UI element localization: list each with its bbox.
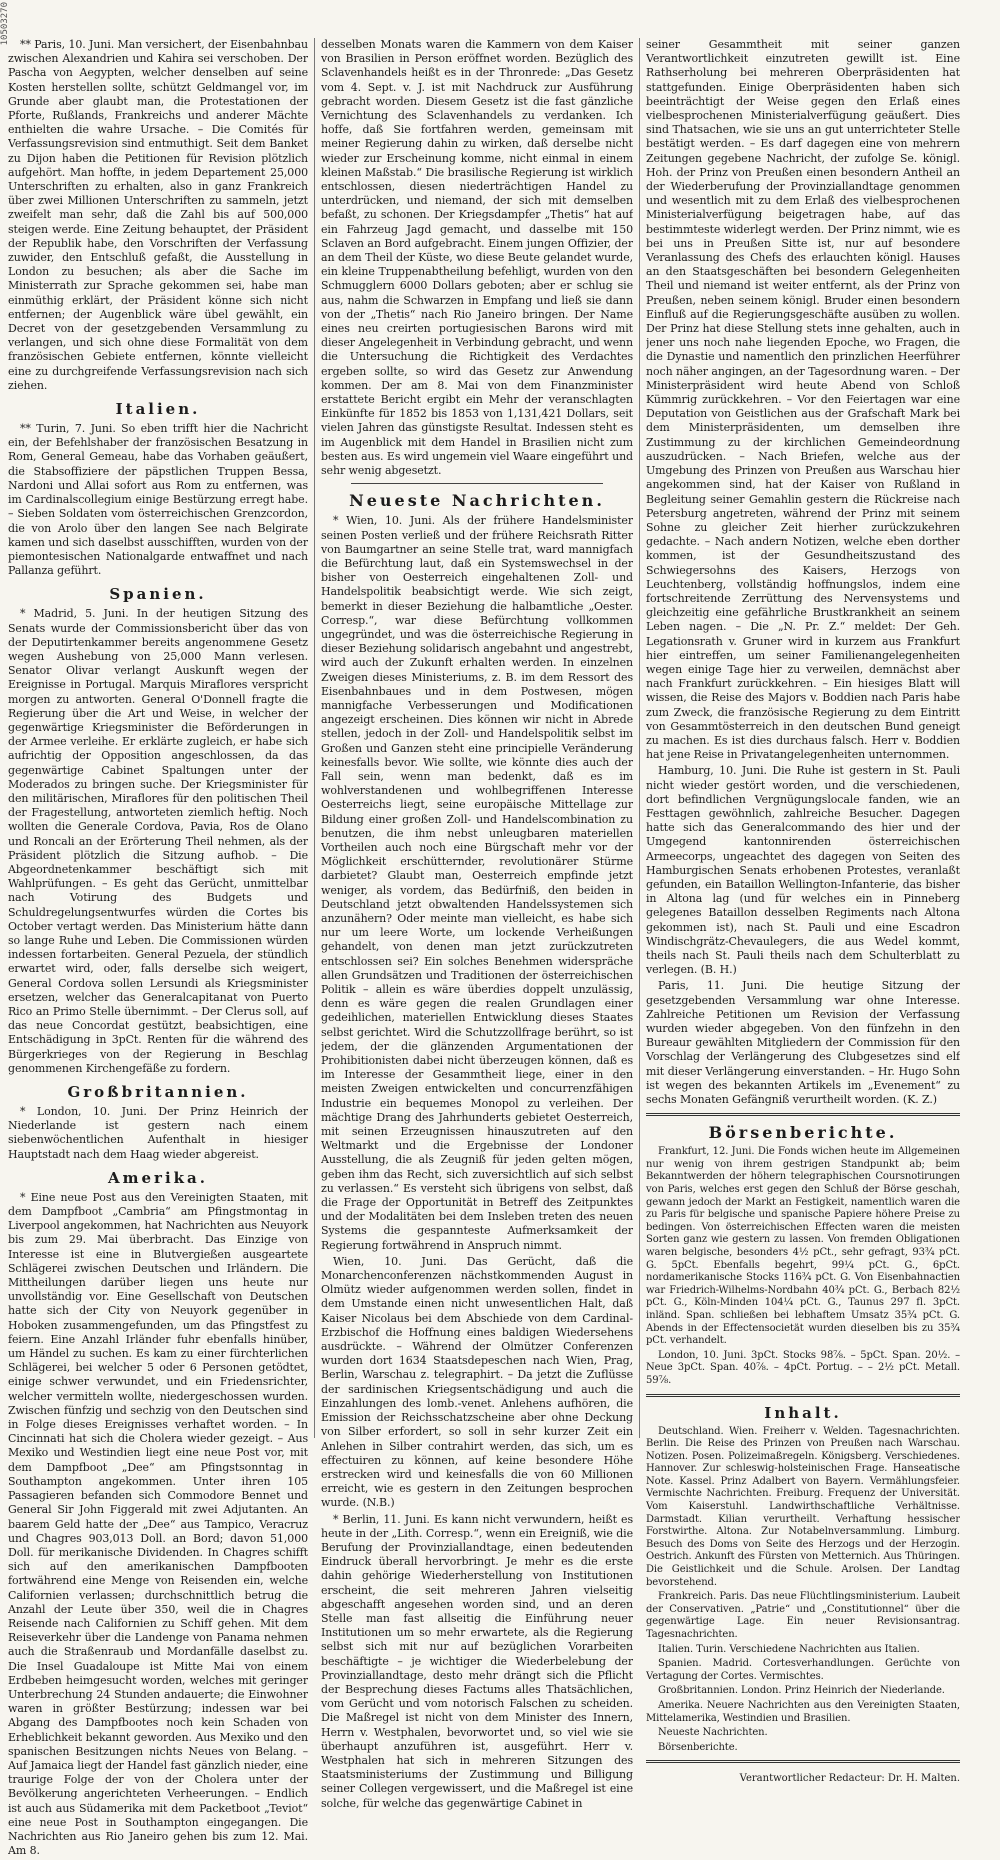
inhalt-grossbritannien: Großbritannien. London. Prinz Heinrich der Niederlande. <box>658 1685 945 1697</box>
column-3 <box>646 38 960 1784</box>
inhalt-boerse: Börsenberichte. <box>658 1741 738 1753</box>
section-heading-spanien: Spanien. <box>109 585 207 604</box>
article-rio: desselben Monats waren die Kammern von dem Kaiser von Brasilien in Person eröffnet worden. Bezüglich des Sclavenhandels heißt es in der Thronrede: „Das Gesetz vom 4. Sept. v. J. ist mit Nachdruck zur Ausführung gebracht worden. Diesem Gesetz ist die fast gänzliche Vernichtung des Sclavenhandels zu verdanken. Ich hoffe, daß Sie fortfahren werden, gemeinsam mit meiner Regierung dahin zu wirken, daß derselbe nicht wieder zur Erscheinung komme, nicht einmal in einem kleinen Maßstab.“ Die brasilische Regierung ist wirklich entschlossen, diesen niederträchtigen Handel zu unterdrücken, und niemand, der sich mit demselben befaßt, zu schonen. Der Kriegsdampfer „Thetis“ hat auf ein Fahrzeug Jagd gemacht, und dasselbe mit 150 Sclaven an Bord aufgebracht. Einem jungen Offizier, der an dem Theil der Küste, wo diese Beute gelandet wurde, ein kleine Truppenabtheilung befehligt, wurden von den Schmugglern 6000 Dollars geboten; aber er schlug sie aus, nahm die Schwarzen in Empfang und ließ sie dann von der „Thetis“ nach Rio Janeiro bringen. Der Name eines neu creirten portugiesischen Barons wird mit dieser Angelegenheit in Verbindung gebracht, und wenn die Untersuchung die Richtigkeit des Verdachtes ergeben sollte, so wird das Gesetz zur Anwendung kommen. Der am 8. Mai von dem Finanzminister erstattete Bericht ergibt ein Mehr der veranschlagten Einkünfte für 1852 bis 1853 von 1,131,421 Dollars, seit vielen Jahren das günstigste Resultat. Indessen steht es im Augenblick mit dem Handel in Brasilien nicht zum besten aus. Es wird ungemein viel Waare eingeführt und sehr wenig abgesetzt. <box>321 38 633 478</box>
column-rule <box>639 38 640 1438</box>
article-madrid: * Madrid, 5. Juni. In der heutigen Sitzung des Senats wurde der Commissionsbericht über das von der Deputirtenkammer bereits angenommene Gesetz wegen Aushebung von 25,000 Mann verlesen. Senator Olivar verlangt Auskunft wegen der Ereignisse in Portugal. Marquis Miraflores verspricht morgen zu antworten. General O'Donnell fragte die Regierung über die Art und Weise, in welcher der gegenwärtige Kriegsminister die Beförderungen in der Armee verleihe. Er erklärte zugleich, er habe sich aufrichtig der Opposition angeschlossen, da das gegenwärtige Cabinet Spaltungen unter der Moderados zu bringen suche. Der Kriegsminister für den militärischen, Miraflores für den politischen Theil der Fragestellung, antworteten ziemlich heftig. Noch wollten die Generale Cordova, Pavia, Ros de Olano und Roncali an der Erörterung Theil nehmen, als der Präsident plötzlich die Sitzung aufhob. – Die Abgeordnetenkammer beschäftigt sich mit Wahlprüfungen. – Es geht das Gerücht, unmittelbar nach Votirung des Budgets und Schuldregelungsentwurfes würden die Cortes bis October vertagt werden. Das Ministerium hätte dann so lange Ruhe und Leben. Die Commissionen würden indessen fortarbeiten. General Pezuela, der stündlich erwartet wird, oder, falls derselbe sich weigert, General Cordova sollen Lersundi als Kriegsminister ersetzen, welcher das Generalcapitanat von Puerto Rico an Primo Stelle übernimmt. – Der Clerus soll, auf das neue Concordat gestützt, beabsichtigen, eine Entschädigung in 3pCt. Renten für die während des Bürgerkrieges von der Regierung in Beschlag genommenen Kirchengefäße zu fordern. <box>8 607 308 1075</box>
divider <box>646 1113 960 1116</box>
article-turin: ** Turin, 7. Juni. So eben trifft hier die Nachricht ein, der Befehlshaber der französischen Besatzung in Rom, General Gemeau, habe das Vorhaben geäußert, die Stabsoffiziere der päpstlichen Truppen Bessa, Nardoni und Allai sofort aus Rom zu entfernen, was im Cardinalscollegium einige Bestürzung erregt habe. – Sieben Soldaten vom österreichischen Grenzcordon, die von Arolo über den langen See nach Belgirate kamen und sich daselbst ausschifften, wurden von der piemontesischen Nationalgarde entwaffnet und nach Pallanza geführt. <box>8 422 308 578</box>
column-2 <box>321 38 633 1813</box>
column-1 <box>8 38 308 1860</box>
article-wien-2: Wien, 10. Juni. Das Gerücht, daß die Monarchenconferenzen nächstkommenden August in Olmütz wieder aufgenommen werden sollen, findet in dem Umstande einen nicht unwesentlichen Halt, daß Kaiser Nicolaus bei dem Abschiede von dem Cardinal-Erzbischof die Hoffnung eines baldigen Wiedersehens ausdrückte. – Während der Olmützer Conferenzen wurden dort 1634 Staatsdepeschen nach Wien, Prag, Berlin, Warschau z. telegraphirt. – Da jetzt die Zuflüsse der sardinischen Kriegsentschädigung und auch die Einzahlungen des lomb.-venet. Anlehens aufhören, die Emission der Reichsschatzscheine aber ohne Deckung von Silber erfordert, so soll in sehr kurzer Zeit ein Anlehen in Silber contrahirt werden, das sich, um es effectuiren zu können, auf keine besondere Höhe erstrecken wird und keinesfalls die von 60 Millionen erreicht, wie es gestern in den Zeitungen besprochen wurde. (N.B.) <box>321 1254 633 1510</box>
section-heading-italien: Italien. <box>115 400 201 419</box>
page-id: 10503270 <box>0 2 10 46</box>
article-berlin: * Berlin, 11. Juni. Es kann nicht verwundern, heißt es heute in der „Lith. Corresp.“, wenn ein Ereigniß, wie die Berufung der Provinziallandtage, einen bedeutenden Eindruck überall hervorbringt. Je mehr es die erste dahin gehörige Wiederherstellung von Institutionen erscheint, die seit mehreren Jahren vielseitig abgeschafft angesehen worden sind, und an deren Stelle man fast allseitig die Einführung neuer Institutionen um so mehr erwartete, als die Regierung selbst sich mit nur auf bezüglichen Vorarbeiten beschäftigte – je wichtiger die Wiederbelebung der Provinziallandtage, desto mehr drängt sich die Pflicht der Besprechung dieses Factums alles Thatsächlichen, vom Gerücht und vom notorisch Falschen zu scheiden. Die Maßregel ist nicht von dem Minister des Innern, Herrn v. Westphalen, bevorwortet und, so viel wie sie überhaupt anzuführen ist, ausgeführt. Herr v. Westphalen hat sich in mehreren Sitzungen des Staatsministeriums der Zustimmung und Billigung seiner Collegen vergewissert, und die Maßregel ist eine solche, für welche das gegenwärtige Cabinet in <box>321 1512 633 1810</box>
divider <box>646 1394 960 1397</box>
inhalt-italien: Italien. Turin. Verschiedene Nachrichten aus Italien. <box>658 1643 920 1655</box>
boerse-block <box>646 1146 960 1387</box>
article-amerika: * Eine neue Post aus den Vereinigten Staaten, mit dem Dampfboot „Cambria“ am Pfingstmontag in Liverpool angekommen, hat Nachrichten aus Neuyork bis zum 29. Mai überbracht. Das Einzige von Interesse ist eine in Blutvergießen ausgeartete Schlägerei zwischen Deutschen und Irländern. Die Mittheilungen darüber liegen uns heute nur unvollständig vor. Eine Gesellschaft von Deutschen hatte sich der City von Neuyork gegenüber in Hoboken zusammengefunden, um das Pfingstfest zu feiern. Eine Anzahl Irländer fuhr ebenfalls hinüber, um Händel zu suchen. Es kam zu einer fürchterlichen Schlägerei, bei welcher 5 oder 6 Personen getödtet, einige schwer verwundet, und ein Friedensrichter, welcher vermitteln wollte, niedergeschossen wurden. Zwischen fünfzig und sechzig von den Deutschen sind in Folge dieses Ereignisses verhaftet worden. – In Cincinnati hat sich die Cholera wieder gezeigt. – Aus Mexiko und Westindien liegt eine neue Post vor, mit dem Dampfboot „Dee“ am Pfingstsonntag in Southampton angekommen. Unter ihren 105 Passagieren befanden sich Commodore Bennet und General Sir John Figgerald mit zwei Adjutanten. An baarem Geld hatte der „Dee“ aus Tampico, Veracruz und Chagres 903,013 Doll. an Bord; davon 51,000 Doll. für merikanische Dividenden. In Chagres schifft sich auf den amerikanischen Dampfbooten fortwährend eine Menge von Reisenden ein, welche Californien verlassen; durchschnittlich betrug die Anzahl der Leute über 350, weil die in Chagres Reisende nach Californien zu Schiff gehen. Mit dem Reiseverkehr über die Landenge von Panama nehmen auch die Straßenraub und Mordanfälle daselbst zu. Die Insel Guadaloupe ist Mitte Mai von einem Erdbeben heimgesucht worden, welches mit geringer Unterbrechung 24 Stunden andauerte; die Einwohner waren in größter Bestürzung; indessen war bei Abgang des Dampfbootes noch kein Schaden von Erheblichkeit bekannt geworden. Aus Mexiko und den spanischen Besitzungen nichts Neues von Belang. – Auf Jamaica liegt der Handel fast gänzlich nieder, eine traurige Folge der von der Cholera unter der Bevölkerung angerichteten Verheerungen. – Endlich ist auch aus Südamerika mit dem Packetboot „Teviot“ eine neue Post in Southampton eingegangen. Die Nachrichten aus Rio Janeiro gehen bis zum 12. Mai. Am 8. <box>8 1190 308 1858</box>
section-heading-neueste: Neueste Nachrichten. <box>349 491 605 511</box>
inhalt-frankreich: Frankreich. Paris. Das neue Flüchtlingsministerium. Laubeit der Conservativen. „Patrie“ und „Constitutionnel“ über die gegenwärtige Lage. Ein neuer Revisionsantrag. Tagesnachrichten. <box>646 1591 960 1641</box>
divider <box>646 1760 960 1763</box>
divider <box>351 483 603 484</box>
inhalt-neueste: Neueste Nachrichten. <box>658 1727 768 1739</box>
editor-line: Verantwortlicher Redacteur: Dr. H. Malten. <box>739 1773 960 1785</box>
column-rule <box>314 38 315 1438</box>
article-hamburg: Hamburg, 10. Juni. Die Ruhe ist gestern in St. Pauli nicht wieder gestört worden, und die verschiedenen, dort befindlichen Vergnügungslocale fanden, wie an Festtagen gewöhnlich, zahlreiche Besucher. Dagegen hatte sich das Generalcommando des hier und der Umgegend kantonnirenden österreichischen Armeecorps, ungeachtet des dagegen von Seiten des Hamburgischen Senats erhobenen Protestes, veranlaßt gefunden, ein Bataillon Wellington-Infanterie, das bisher in Altona lag (und für welches ein in Pinneberg gelegenes Bataillon desselben Regiments nach Altona gekommen ist), nach St. Pauli und eine Escadron Windischgrätz-Chevaulegers, die aus Wedel kommt, theils nach St. Pauli theils nach dem Schulterblatt zu verlegen. (B. H.) <box>646 764 960 977</box>
article-paris: ** Paris, 10. Juni. Man versichert, der Eisenbahnbau zwischen Alexandrien und Kahira sei verschoben. Der Pascha von Aegypten, welcher denselben auf seine Kosten herstellen sollte, schützt Geldmangel vor, im Grunde aber glaubt man, die Protestationen der Pforte, Rußlands, Frankreichs und anderer Mächte enthielten die wahre Ursache. – Die Comités für Verfassungsrevision sind entmuthigt. Seit dem Banket zu Dijon haben die Petitionen für Revision plötzlich aufgehört. Man hoffte, in jedem Departement 25,000 Unterschriften zu erhalten, also in ganz Frankreich über zwei Millionen Unterschriften zu sammeln, jetzt zweifelt man sehr, daß die Zahl bis auf 500,000 steigen werde. Eine Zeitung behauptet, der Präsident der Republik habe, den Vorschriften der Verfassung zuwider, den Entschluß gefaßt, die Ausstellung in London zu besuchen; als aber die Sache im Ministerrath zur Sprache gekommen sei, habe man einmüthig erklärt, der Präsident könne sich nicht entfernen; der Augenblick wäre übel gewählt, ein Decret von der gesetzgebenden Versammlung zu verlangen, und sich ohne diese Formalität von dem französischen Gebiete entfernen, könnte vielleicht eine zu durchgreifende Verfassungsrevision nach sich ziehen. <box>8 38 308 392</box>
inhalt-spanien: Spanien. Madrid. Cortesverhandlungen. Gerüchte von Vertagung der Cortes. Vermischtes. <box>646 1658 960 1682</box>
inhalt-deutschland: Deutschland. Wien. Freiherr v. Welden. Tagesnachrichten. Berlin. Die Reise des Prinzen von Preußen nach Warschau. Notizen. Posen. Polizeimaßregeln. Königsberg. Verschiedenes. Hannover. Zur schleswig-holsteinischen Frage. Hanseatische Note. Kassel. Prinz Adalbert von Bayern. Vermählungsfeier. Vermischte Nachrichten. Freiburg. Frequenz der Universität. Vom Kaiserstuhl. Landwirthschaftliche Verhältnisse. Darmstadt. Kilian verurtheilt. Verhaftung hessischer Forstwirthe. Altona. Zur Notabelnversammlung. Limburg. Besuch des Doms von Seite des Herzogs und der Herzogin. Oestrich. Ankunft des Fürsten von Metternich. Aus Thüringen. Die Geistlichkeit und die Schule. Arolsen. Der Landtag bevorstehend. <box>646 1425 960 1588</box>
section-heading-amerika: Amerika. <box>108 1168 208 1187</box>
article-frankfurt: Frankfurt, 12. Juni. Die Fonds wichen heute im Allgemeinen nur wenig von ihrem gestrigen Standpunkt ab; beim Bekanntwerden der höhern telegraphischen Coursnotirungen von Paris, welches erst gegen den Schluß der Börse geschah, gewann jedoch der Markt an Festigkeit, namentlich waren die zu Paris für belgische und spanische Papiere höhere Preise zu bedingen. Von österreichischen Effecten waren die meisten Sorten ganz wie gestern zu lassen. Von fremden Obligationen waren belgische, besonders 4½ pCt., sehr gefragt, 93¾ pCt. G. 5pCt. Ebenfalls begehrt, 99¼ pCt. G., 6pCt. nordamerikanische Stocks 116¾ pCt. G. Von Eisenbahnactien war Friedrich-Wilhelms-Nordbahn 40¾ pCt. G., Berbach 82½ pCt. G., Köln-Minden 104¼ pCt. G., Taunus 297 fl. 3pCt. inländ. Span. schließen bei lebhaftem Umsatz 35¾ pCt. G. Abends in der Effectensocietät wurden dieselben bis zu 35¾ pCt. verhandelt. <box>646 1146 960 1347</box>
article-london: * London, 10. Juni. Der Prinz Heinrich der Niederlande ist gestern nach einem siebenwöchentlichen Aufenthalt in hiesiger Hauptstadt nach dem Haag wieder abgereist. <box>8 1105 308 1161</box>
inhalt-amerika: Amerika. Neuere Nachrichten aus den Vereinigten Staaten, Mittelamerika, Westindien und Brasilien. <box>646 1699 960 1724</box>
article-paris-2: Paris, 11. Juni. Die heutige Sitzung der gesetzgebenden Versammlung war ohne Interesse. Zahlreiche Petitionen um Revision der Verfassung wurden wieder abgegeben. Von den fünfzehn in den Bureaur gewählten Mitgliedern der Commission für den Vorschlag der Verlängerung des Clubgesetzes sind elf mit dieser Verlängerung einverstanden. – Hr. Hugo Sohn ist wegen des bekannten Artikels im „Evenement“ zu sechs Monaten Gefängniß verurtheilt worden. (K. Z.) <box>646 979 960 1107</box>
article-wien: * Wien, 10. Juni. Als der frühere Handelsminister seinen Posten verließ und der frühere Reichsrath Ritter von Baumgartner an seine Stelle trat, ward mannigfach die Befürchtung laut, daß ein Systemswechsel in der bisher von Oesterreich eingehaltenen Zoll- und Handelspolitik beabsichtigt werde. Wie sich zeigt, bemerkt in dieser Beziehung die halbamtliche „Oester. Corresp.“, war diese Befürchtung vollkommen ungegründet, und was die österreichische Regierung in dieser Beziehung solidarisch angebahnt und angestrebt, wird auch der Zukunft erhalten werden. In einzelnen Zweigen dieses Ministeriums, z. B. im dem Ressort des Eisenbahnbaues und in dem Postwesen, mögen mannigfache Verbesserungen und Modificationen angezeigt erscheinen. Dies können wir nicht in Abrede stellen, jedoch in der Zoll- und Handelspolitik selbst im Großen und Ganzen steht eine principielle Veränderung keinesfalls bevor. Wie sollte, wie könnte dies auch der Fall sein, wenn man bedenkt, daß es im wohlverstandenen und wohlbegriffenen Interesse Oesterreichs liegt, seine europäische Mittellage zur Bildung einer großen Zoll- und Handelscombination zu benutzen, die ihm nebst unleugbaren materiellen Vortheilen auch noch eine Bürgschaft mehr vor der Möglichkeit erschütternder, revolutionärer Stürme darbietet? Glaubt man, Oesterreich empfinde jetzt weniger, als vordem, das Bedürfniß, den beiden in Deutschland jetzt obwaltenden Handelssystemen sich anzunähern? Oder meinte man vielleicht, es habe sich nur um leere Worte, um lockende Verheißungen gehandelt, von denen man jetzt zurückzutreten entschlossen sei? Ein solches Benehmen widerspräche allen Grundsätzen und Traditionen der österreichischen Politik – allein es wäre überdies doppelt unzulässig, denn es wäre gegen die realen Grundlagen einer gedeihlichen, materiellen Entwicklung dieses Staates selbst gerichtet. Wird die Schutzzollfrage berührt, so ist jedem, der die glänzenden Argumentationen der Prohibitionisten dabei nicht überzeugen können, daß es im Interesse der Gesammtheit liege, einer in den meisten Zweigen entwickelten und concurrenzfähigen Industrie ein bequemes Monopol zu verleihen. Der mächtige Drang des Jahrhunderts gebietet Oesterreich, mit seinen Erzeugnissen hinauszutreten auf den Weltmarkt und die Ergebnisse der Londoner Ausstellung, die als Zeugniß für jeden gelten mögen, geben ihm das Recht, sich zuversichtlich auf sich selbst zu verlassen.“ Es versteht sich übrigens von selbst, daß die Frage der Opportunität in Betreff des Zeitpunktes und der Modalitäten bei dem Insleben treten des neuen Systems die gespannteste Aufmerksamkeit der Regierung fortwährend in Anspruch nimmt. <box>321 514 633 1252</box>
article-london-2: London, 10. Juni. 3pCt. Stocks 98⅞. – 5pCt. Span. 20½. – Neue 3pCt. Span. 40⅞. – 4pCt. Portug. – – 2½ pCt. Metall. 59⅞. <box>646 1349 960 1386</box>
section-heading-grossbritannien: Großbritannien. <box>67 1083 249 1102</box>
inhalt-block <box>646 1426 960 1755</box>
section-heading-inhalt: Inhalt. <box>764 1403 842 1422</box>
section-heading-boerse: Börsenberichte. <box>708 1123 898 1143</box>
article-berlin-cont: seiner Gesammtheit mit seiner ganzen Verantwortlichkeit einzutreten gewillt ist. Eine Rathserholung bei mehreren Oberpräsidenten hat stattgefunden. Einige Oberpräsidenten haben sich beeinträchtigt der Weise gegen den Erlaß eines vielbesprochenen Ministerialverfügung geäußert. Dies sind Thatsachen, wie sie uns an gut unterrichteter Stelle bestätigt werden. – Es darf dagegen eine von mehrern Zeitungen gegebene Nachricht, der zufolge Se. königl. Hoh. der Prinz von Preußen einen besondern Antheil an der Wiederberufung der Provinziallandtage genommen und wesentlich mit zu dem Erlaß des vielbesprochenen Ministerialverfügung beigetragen habe, auf das bestimmteste widerlegt werden. Der Prinz nimmt, wie es bei uns in Preußen Sitte ist, nur auf besondere Veranlassung des Chefs des erlauchten königl. Hauses an den Staatsgeschäften bei besondern Gelegenheiten Theil und niemand ist weiter entfernt, als der Prinz von Preußen, neben seinem königl. Bruder einen besondern Einfluß auf die Regierungsgeschäfte ausüben zu wollen. Der Prinz hat diese Stellung stets inne gehalten, auch in jener uns noch nahe liegenden Epoche, wo Fragen, die die Dynastie und namentlich den prinzlichen Heerführer noch näher angingen, an der Tagesordnung waren. – Der Ministerpräsident wird heute Abend von Schloß Kümmrig zurückkehren. – Vor den Feiertagen war eine Deputation von Geistlichen aus der Grafschaft Mark bei dem Ministerpräsidenten, um demselben ihre Zustimmung zu der kirchlichen Gemeindeordnung auszudrücken. – Nach Briefen, welche aus der Umgebung des Prinzen von Preußen aus Warschau hier angekommen sind, hat der Kaiser von Rußland in Begleitung seiner Gemahlin gestern die Rückreise nach Petersburg angetreten, während der Prinz mit seinem Sohne zu gleicher Zeit hierher zurückzukehren gedachte. – Nach andern Notizen, welche eben dorther kommen, ist der Gesundheitszustand des Schwiegersohns des Kaisers, Herzogs von Leuchtenberg, vollständig hoffnungslos, indem eine fortschreitende Zerrüttung des Nervensystems und gleichzeitig eine gefährliche Brustkrankheit an seinem Leben nagen. – Die „N. Pr. Z.“ meldet: Der Geh. Legationsrath v. Gruner wird in kurzem aus Frankfurt hier eintreffen, um seiner Familienangelegenheiten wegen einige Tage hier zu verweilen, demnächst aber nach Frankfurt zurückkehren. – Ein hiesiges Blatt will wissen, die Reise des Majors v. Boddien nach Paris habe zum Zweck, die französische Regierung zu dem Eintritt von Gesammtösterreich in den deutschen Bund geneigt zu machen. Es ist dies durchaus falsch. Herr v. Boddien hat jene Reise in Privatangelegenheiten unternommen. <box>646 38 960 762</box>
